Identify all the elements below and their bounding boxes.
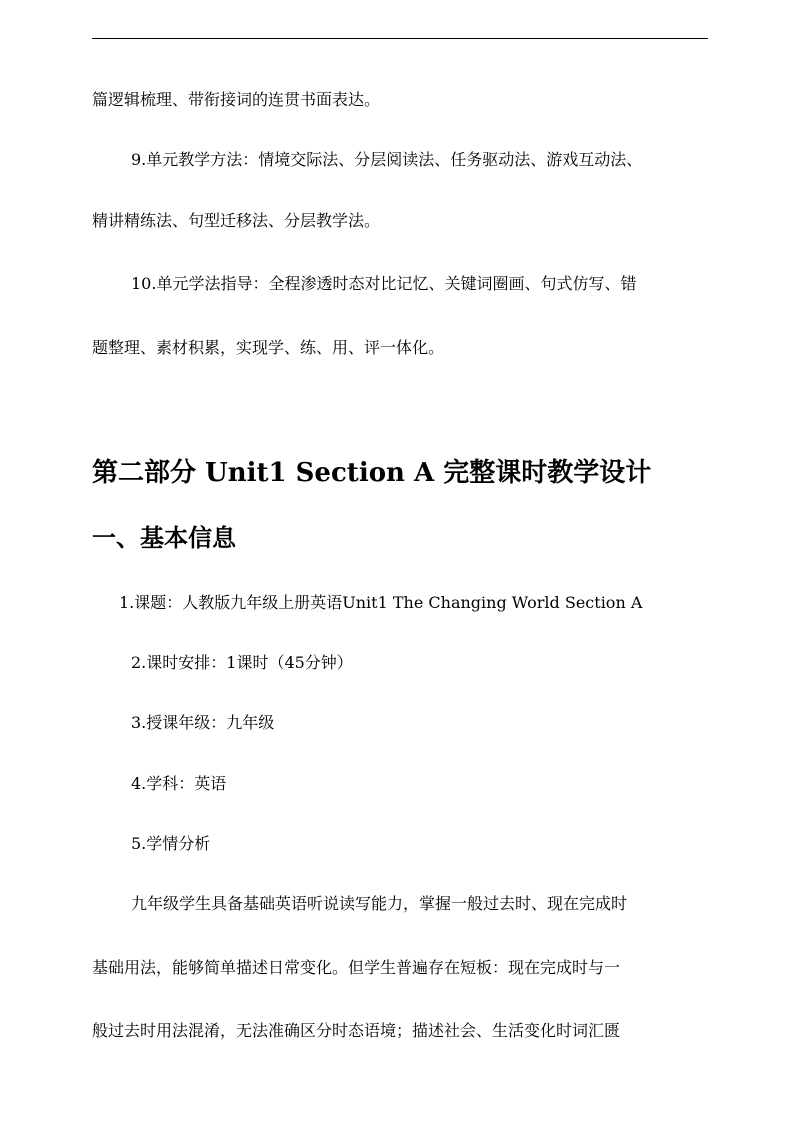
analysis-line: 九年级学生具备基础英语听说读写能力，掌握一般过去时、现在完成时: [131, 894, 628, 913]
learning-guidance-item: 10.单元学法指导：全程渗透时态对比记忆、关键词圈画、句式仿写、错: [131, 274, 637, 293]
analysis-line: 基础用法，能够简单描述日常变化。但学生普遍存在短板：现在完成时与一: [92, 958, 621, 977]
paragraph-line: 篇逻辑梳理、带衔接词的连贯书面表达。: [92, 90, 381, 109]
paragraph-line: 题整理、素材积累，实现学、练、用、评一体化。: [92, 338, 445, 357]
info-item-subject: 4.学科：英语: [131, 774, 227, 793]
paragraph-line: 精讲精练法、句型迁移法、分层教学法。: [92, 211, 381, 230]
teaching-methods-item: 9.单元教学方法：情境交际法、分层阅读法、任务驱动法、游戏互动法、: [131, 150, 643, 169]
info-item-grade: 3.授课年级：九年级: [131, 713, 275, 732]
section-heading-basic-info: 一、基本信息: [92, 523, 236, 552]
analysis-line: 般过去时用法混淆，无法准确区分时态语境；描述社会、生活变化时词汇匮: [92, 1021, 621, 1040]
header-rule: [92, 38, 708, 39]
info-item-schedule: 2.课时安排：1课时（45分钟）: [131, 653, 353, 672]
info-item-topic: 1.课题：人教版九年级上册英语Unit1 The Changing World Section A: [119, 593, 643, 612]
info-item-analysis-title: 5.学情分析: [131, 834, 211, 853]
part-two-heading: 第二部分 Unit1 Section A 完整课时教学设计: [92, 458, 652, 488]
